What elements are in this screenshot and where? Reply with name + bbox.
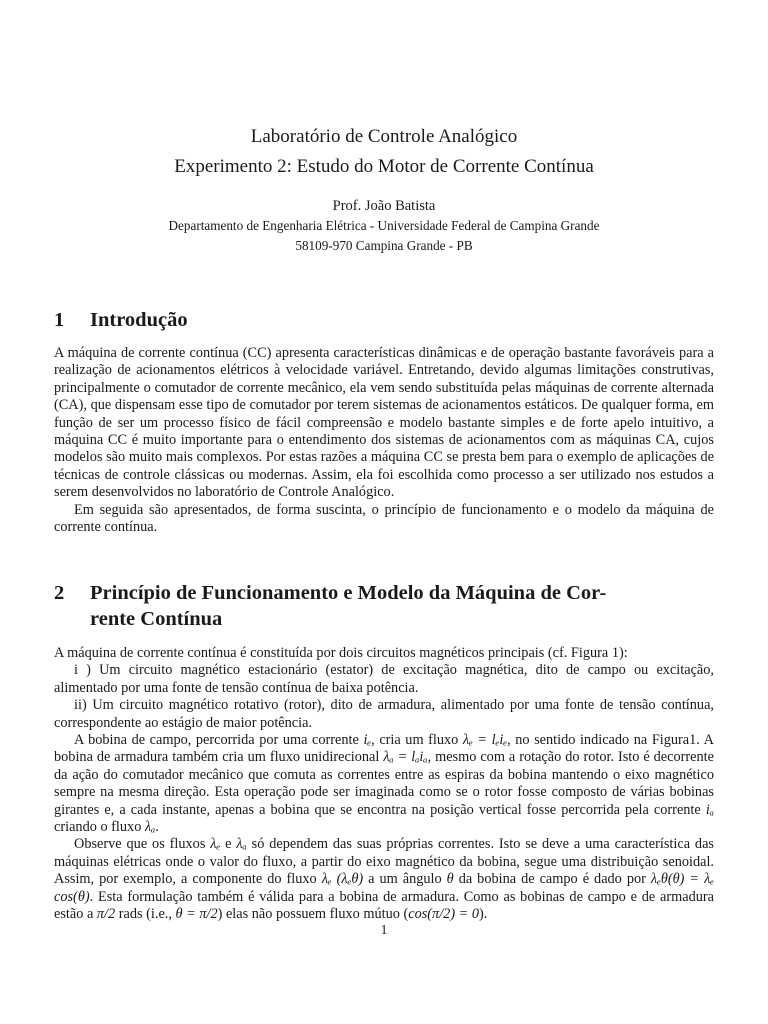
paragraph: A máquina de corrente contínua é constituída por dois circuitos magnéticos principais (cf. Figura 1): bbox=[54, 645, 628, 661]
math-pi-half: π/2 bbox=[96, 906, 116, 923]
math-theta-equation: θ = π/2 bbox=[175, 906, 218, 923]
title-block bbox=[0, 122, 768, 256]
math-cos-equation: λₑθ(θ) = λₑ cos(θ) bbox=[54, 871, 715, 905]
math-field-flux: λₑ = lₑiₑ bbox=[462, 732, 508, 749]
list-item-i: i ) Um circuito magnético estacionário (estator) de excitação magnética, dito de campo ou excitação, alimentado por uma fonte de tensão contínua de baixa potência. bbox=[54, 662, 714, 696]
paragraph: Em seguida são apresentados, de forma suscinta, o princípio de funcionamento e o modelo da máquina de corrente contínua. bbox=[54, 501, 714, 536]
math-ie: iₑ bbox=[363, 732, 372, 749]
math-lambda-a: λₐ bbox=[236, 836, 247, 853]
math-flux-component: λₑ (λₑθ) bbox=[321, 871, 364, 888]
section-1-heading bbox=[54, 307, 714, 333]
math-cos-zero: cos(π/2) = 0 bbox=[408, 906, 480, 923]
paragraph: A bobina de campo, percorrida por uma corrente iₑ, cria um fluxo λₑ = lₑiₑ, no sentido indicado na Figura1. A bobina de armadura também cria um fluxo unidirecional λₐ = lₐiₐ, mesmo com a rotação do rotor. Isto é decorrente da ação do comutador mecânico que comuta as correntes entre as espiras da bobina mantendo o eixo magnético sempre na mesma direção. Esta operação pode ser imaginada como se o rotor fosse composto de várias bobinas girantes e, a cada instante, apenas a bobina que se encontra na posição vertical fosse percorrida pela corrente iₐ criando o fluxo λₐ. bbox=[54, 732, 714, 836]
list-item-ii: ii) Um circuito magnético rotativo (rotor), dito de armadura, alimentado por uma fonte de tensão contínua, correspondente ao estágio de maior potência. bbox=[54, 697, 714, 731]
math-ia: iₐ bbox=[705, 801, 714, 818]
title-line-2: Experimento 2: Estudo do Motor de Corrente Contínua bbox=[174, 156, 594, 177]
affiliation-line-2: 58109-970 Campina Grande - PB bbox=[295, 238, 473, 253]
section-title-line-2: rente Contínua bbox=[90, 608, 223, 630]
section-1-body bbox=[54, 345, 714, 536]
section-title-line-1: Princípio de Funcionamento e Modelo da Máquina de Cor- bbox=[90, 582, 607, 604]
section-2-heading bbox=[54, 580, 714, 632]
section-number: 1 bbox=[54, 309, 65, 331]
math-theta: θ bbox=[446, 871, 454, 888]
author: Prof. João Batista bbox=[332, 198, 436, 214]
math-armature-flux: λₐ = lₐiₐ bbox=[383, 749, 428, 766]
math-lambda-a: λₐ bbox=[144, 819, 156, 836]
section-number: 2 bbox=[54, 582, 65, 604]
section-title: Introdução bbox=[90, 309, 188, 331]
paragraph: Observe que os fluxos λₑ e λₐ só dependem das suas próprias correntes. Isto se deve a uma característica das máquinas elétricas onde o valor do fluxo, a partir do eixo magnético da bobina, segue uma distribuição senoidal. Assim, por exemplo, a componente do fluxo λₑ (λₑθ) a um ângulo θ da bobina de campo é dado por λₑθ(θ) = λₑ cos(θ). Esta formulação também é válida para a bobina de armadura. Como as bobinas de campo e de armadura estão a π/2 rads (i.e., θ = π/2) elas não possuem fluxo mútuo (cos(π/2) = 0). bbox=[54, 836, 715, 923]
section-2-body bbox=[54, 645, 714, 924]
math-lambda-e: λₑ bbox=[210, 836, 221, 853]
paragraph: A máquina de corrente contínua (CC) apresenta características dinâmicas e de operação bastante favoráveis para a realização de acionamentos elétricos à velocidade variável. Entretando, devido algumas limitações construtivas, principalmente o comutador de corrente mecânico, ela vem sendo substituída pelas máquinas de corrente alternada (CA), que dispensam esse tipo de comutador por terem sistemas de acionamentos estáticos. De qualquer forma, em função de ser um processo físico de fácil compreensão e modelo bastante simples e de forte apelo intuitivo, a máquina CC é muito importante para o entendimento dos sistemas de acionamentos com as máquinas CA, cujos modelos são muito mais complexos. Por estas razões a máquina CC se presta bem para o exemplo de aplicações de técnicas de controle clássicas ou modernas. Assim, ela foi escolhida como processo a ser utilizado nos estudos a serem desenvolvidos no laboratório de Controle Analógico. bbox=[54, 345, 714, 501]
page-number: 1 bbox=[380, 922, 388, 937]
title-line-1: Laboratório de Controle Analógico bbox=[250, 126, 518, 147]
affiliation-line-1: Departamento de Engenharia Elétrica - Universidade Federal de Campina Grande bbox=[168, 218, 600, 233]
